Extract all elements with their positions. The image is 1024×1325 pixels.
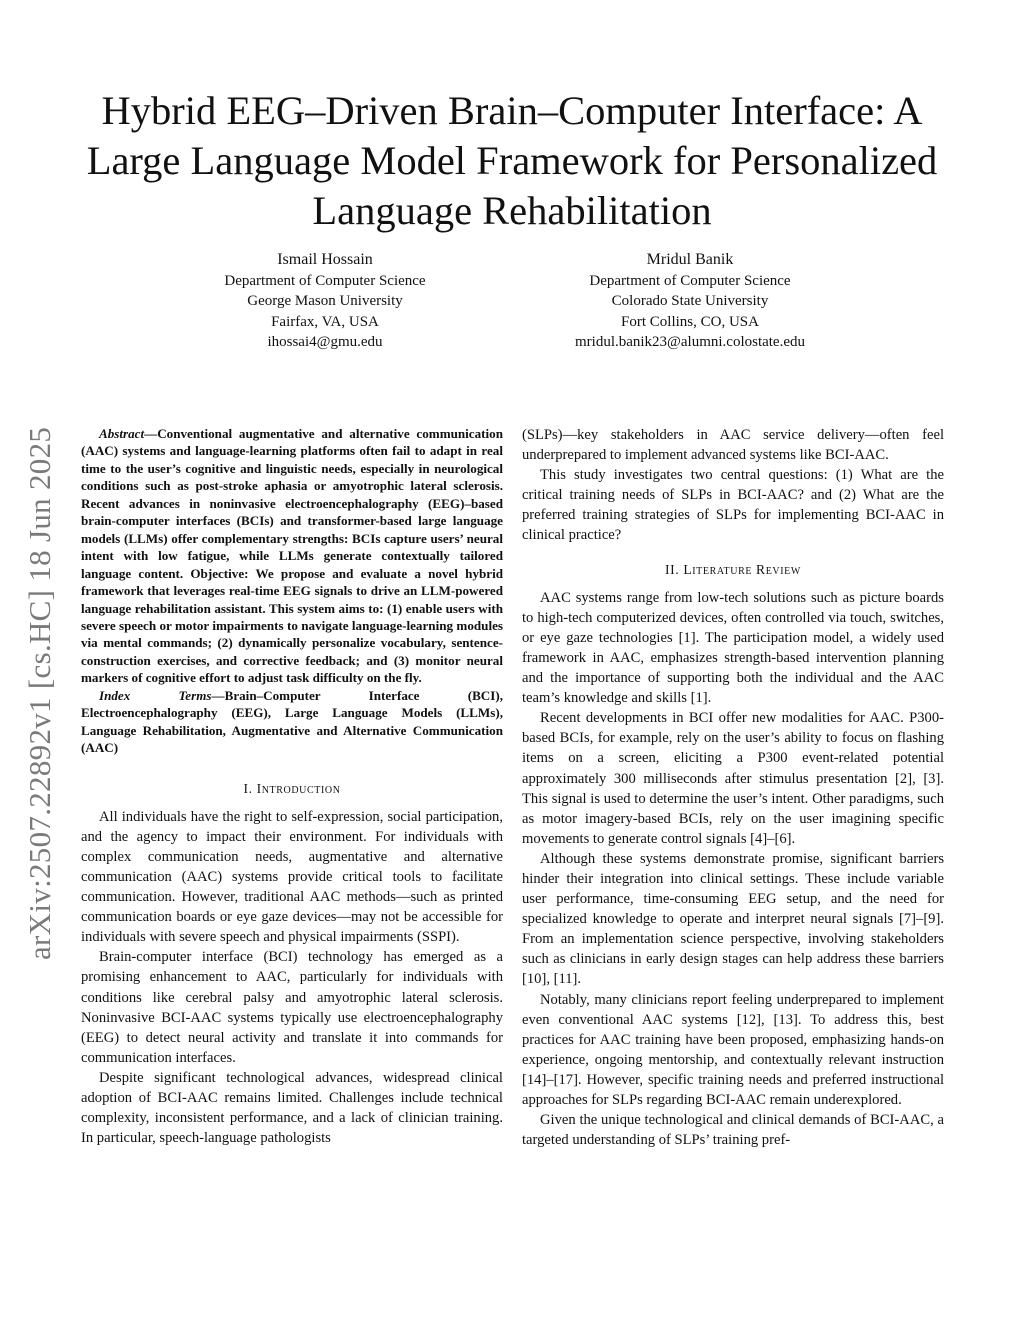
- section-title: Literature Review: [683, 561, 801, 577]
- section-numeral: II.: [665, 561, 680, 577]
- author-block: [200, 250, 450, 353]
- paragraph: Brain-computer interface (BCI) technology has emerged as a promising enhancement to AAC, particularly for individuals with conditions like cerebral palsy and amyotrophic lateral sclerosis. Noninvasive BCI-AAC systems typically use electroencephalography (EEG) to detect neural activity and translate it into commands for communication interfaces.: [81, 949, 503, 1066]
- section-heading-literature-review: [522, 560, 944, 580]
- author-department: Department of Computer Science: [224, 272, 426, 289]
- paragraph: Although these systems demonstrate promise, significant barriers hinder their integration into clinical settings. These include variable user performance, time-consuming EEG setup, and the need for specialized knowledge to operate and interpret neural signals [7]–[9]. From an implementation science perspective, involving stakeholders such as clinicians in early design stages can help address these barriers [10], [11].: [522, 850, 944, 988]
- index-terms-label: Index Terms: [99, 687, 212, 703]
- author-email: mridul.banik23@alumni.colostate.edu: [574, 334, 806, 351]
- abstract: [81, 425, 503, 687]
- paragraph: Despite significant technological advances, widespread clinical adoption of BCI-AAC remains limited. Challenges include technical complexity, inconsistent performance, and a lack of clinician training. In particular, speech-language pathologists: [81, 1069, 503, 1147]
- index-terms: [81, 687, 503, 757]
- paragraph: (SLPs)—key stakeholders in AAC service delivery—often feel underprepared to implement advanced systems like BCI-AAC.: [522, 427, 944, 464]
- abstract-label: Abstract: [99, 426, 145, 441]
- author-department: Department of Computer Science: [589, 272, 791, 289]
- author-university: George Mason University: [247, 293, 403, 310]
- paragraph: This study investigates two central questions: (1) What are the critical training needs of SLPs in BCI-AAC? and (2) What are the preferred training strategies of SLPs for implementing BCI-AAC in clinical practice?: [522, 467, 944, 544]
- paragraph: Given the unique technological and clinical demands of BCI-AAC, a targeted understanding of SLPs’ training pref-: [522, 1112, 944, 1149]
- section-heading-introduction: [81, 779, 503, 799]
- paragraph: AAC systems range from low-tech solutions such as picture boards to high-tech computerized devices, often controlled via touch, switches, or eye gaze technologies [1]. The participation model, a widely used framework in AAC, emphasizes strength-based intervention planning and the importance of supporting both the individual and the AAC team’s knowledge and skills [1].: [522, 589, 944, 707]
- author-name: Ismail Hossain: [277, 251, 373, 268]
- author-location: Fort Collins, CO, USA: [621, 313, 759, 330]
- paragraph: Notably, many clinicians report feeling underprepared to implement even conventional AAC systems [12], [13]. To address this, best practices for AAC training have been proposed, emphasizing hands-on experience, ongoing mentorship, and contextually relevant instruction [14]–[17]. However, specific training needs and preferred instructional approaches for SLPs regarding BCI-AAC remain underexplored.: [522, 991, 944, 1108]
- paper-title: Hybrid EEG–Driven Brain–Computer Interface: A Large Language Model Framework for Personalized Language Rehabilitation: [86, 88, 938, 233]
- author-email: ihossai4@gmu.edu: [267, 334, 383, 351]
- section-numeral: I.: [243, 780, 253, 796]
- arxiv-identifier: arXiv:2507.22892v1 [cs.HC] 18 Jun 2025: [22, 426, 57, 960]
- section-title: Introduction: [256, 780, 341, 796]
- index-terms-text: —Brain–Computer Interface (BCI), Electroencephalography (EEG), Large Language Models (LLMs), Language Rehabilitation, Augmentative and Alternative Communication (AAC): [81, 687, 503, 756]
- right-column: [522, 425, 944, 1150]
- author-name: Mridul Banik: [646, 251, 734, 268]
- author-university: Colorado State University: [611, 293, 769, 310]
- left-column: [81, 425, 503, 1148]
- author-block: [560, 250, 820, 353]
- paragraph: All individuals have the right to self-expression, social participation, and the agency to impact their environment. For individuals with complex communication needs, augmentative and alternative communication (AAC) systems provide critical tools to facilitate communication. However, traditional AAC methods—such as printed communication boards or eye gaze devices—may not be accessible for individuals with severe speech and physical impairments (SSPI).: [81, 808, 503, 946]
- abstract-text: —Conventional augmentative and alternative communication (AAC) systems and language-learning platforms often fail to adapt in real time to the user’s cognitive and linguistic needs, especially in neurological conditions such as post-stroke aphasia or amyotrophic lateral sclerosis. Recent advances in noninvasive electroencephalography (EEG)–based brain-computer interfaces (BCIs) and transformer-based large language models (LLMs) offer complementary strengths: BCIs capture users’ neural intent with low fatigue, while LLMs generate contextually tailored language content. Objective: We propose and evaluate a novel hybrid framework that leverages real-time EEG signals to drive an LLM-powered language rehabilitation assistant. This system aims to: (1) enable users with severe speech or motor impairments to navigate language-learning modules via mental commands; (2) dynamically personalize vocabulary, sentence-construction exercises, and corrective feedback; and (3) monitor neural markers of cognitive effort to adjust task difficulty on the fly.: [81, 426, 503, 686]
- author-location: Fairfax, VA, USA: [271, 313, 379, 330]
- paragraph: Recent developments in BCI offer new modalities for AAC. P300-based BCIs, for example, rely on the user’s ability to focus on flashing items on a screen, eliciting a P300 event-related potential approximately 300 milliseconds after stimulus presentation [2], [3]. This signal is used to determine the user’s intent. Other paradigms, such as motor imagery-based BCIs, rely on the user imagining specific movements to generate control signals [4]–[6].: [522, 710, 944, 847]
